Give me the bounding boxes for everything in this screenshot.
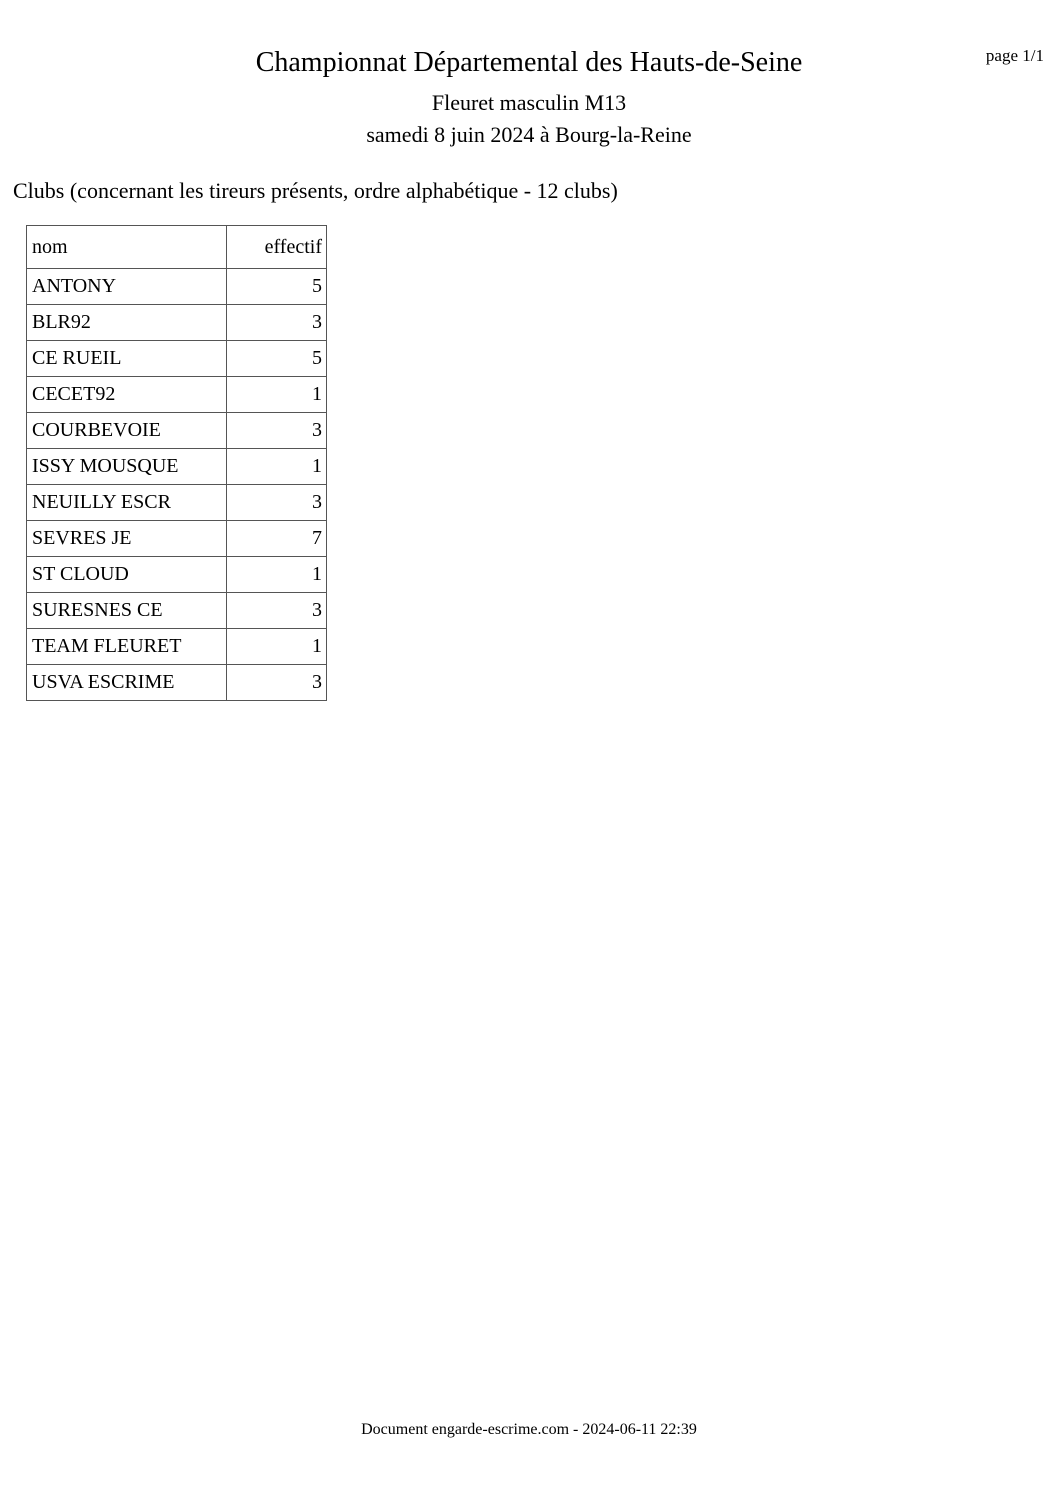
table-row xyxy=(27,305,327,341)
table-row xyxy=(27,557,327,593)
club-count: 3 xyxy=(227,305,327,341)
table-row xyxy=(27,485,327,521)
club-name: SURESNES CE xyxy=(27,593,227,629)
table-row xyxy=(27,593,327,629)
document-subtitle: Fleuret masculin M13 xyxy=(431,90,627,115)
table-row xyxy=(27,665,327,701)
document-title: Championnat Départemental des Hauts-de-Seine xyxy=(255,47,803,78)
club-count: 1 xyxy=(227,557,327,593)
table-row xyxy=(27,377,327,413)
event-date-location: samedi 8 juin 2024 à Bourg-la-Reine xyxy=(366,122,692,147)
column-header-effectif: effectif xyxy=(227,226,327,269)
club-name: NEUILLY ESCR xyxy=(27,485,227,521)
table-row xyxy=(27,629,327,665)
club-count: 7 xyxy=(227,521,327,557)
table-row xyxy=(27,269,327,305)
club-name: ST CLOUD xyxy=(27,557,227,593)
club-name: USVA ESCRIME xyxy=(27,665,227,701)
column-header-nom: nom xyxy=(27,226,227,269)
page-number: page 1/1 xyxy=(985,46,1044,65)
club-count: 3 xyxy=(227,665,327,701)
document-footer: Document engarde-escrime.com - 2024-06-11 22:39 xyxy=(361,1421,697,1438)
club-count: 3 xyxy=(227,413,327,449)
clubs-table xyxy=(26,225,327,701)
club-name: SEVRES JE xyxy=(27,521,227,557)
club-count: 1 xyxy=(227,449,327,485)
club-name: TEAM FLEURET xyxy=(27,629,227,665)
club-name: ANTONY xyxy=(27,269,227,305)
club-count: 3 xyxy=(227,593,327,629)
club-name: CECET92 xyxy=(27,377,227,413)
table-row xyxy=(27,341,327,377)
club-name: CE RUEIL xyxy=(27,341,227,377)
club-count: 1 xyxy=(227,377,327,413)
club-count: 5 xyxy=(227,269,327,305)
section-heading: Clubs (concernant les tireurs présents, ordre alphabétique - 12 clubs) xyxy=(13,178,618,203)
table-row xyxy=(27,521,327,557)
table-row xyxy=(27,449,327,485)
club-count: 1 xyxy=(227,629,327,665)
club-name: ISSY MOUSQUE xyxy=(27,449,227,485)
club-name: BLR92 xyxy=(27,305,227,341)
table-header-row xyxy=(27,226,327,269)
club-name: COURBEVOIE xyxy=(27,413,227,449)
club-count: 3 xyxy=(227,485,327,521)
table-row xyxy=(27,413,327,449)
club-count: 5 xyxy=(227,341,327,377)
